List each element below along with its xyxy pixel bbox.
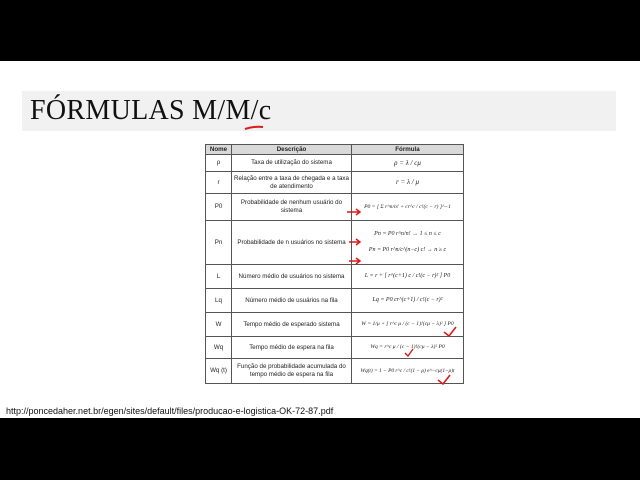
table-header-row: [206, 145, 464, 155]
formula-text: r = λ / μ: [396, 178, 419, 187]
slide-title: FÓRMULAS M/M/c: [30, 95, 272, 126]
table-row: [206, 265, 464, 289]
slide: [0, 61, 640, 418]
cell-name: P0: [206, 194, 232, 221]
formula-text: L = r + [ r^(c+1) c / c!(c − r)² ] P0: [364, 272, 451, 279]
cell-formula: [352, 221, 464, 265]
title-band: [22, 91, 616, 131]
table-row: [206, 194, 464, 221]
formula-text: ρ = λ / cμ: [394, 158, 421, 167]
cell-description: Número médio de usuários no sistema: [232, 265, 352, 289]
red-arrow-annotation: [348, 238, 362, 246]
red-check-annotation: [404, 348, 414, 358]
formula-text: Wq(t) = 1 − P0 r^c / c!(1 − ρ) e^−cμ(1−ρ)t: [360, 367, 455, 374]
cell-description: Taxa de utilização do sistema: [232, 155, 352, 172]
cell-formula: [352, 155, 464, 172]
formula-text: Lq = P0 cr^(c+1) / c!(c − r)²: [372, 296, 443, 303]
cell-name: r: [206, 172, 232, 194]
cell-description: Tempo médio de esperado sistema: [232, 313, 352, 337]
table-row: [206, 172, 464, 194]
formula-text: W = 1/μ + [ r^c μ / (c − 1)!(cμ − λ)² ] P0: [361, 321, 454, 327]
source-url: http://poncedaher.net.br/egen/sites/default/files/producao-e-logistica-OK-72-87.pdf: [6, 406, 334, 416]
cell-name: Wq: [206, 337, 232, 359]
cell-description: Relação entre a taxa de chegada e a taxa de atendimento: [232, 172, 352, 194]
cell-name: Pn: [206, 221, 232, 265]
red-arrow-annotation: [348, 257, 362, 265]
header-name: Nome: [206, 145, 232, 155]
table-row: [206, 359, 464, 384]
table-row: [206, 221, 464, 265]
cell-name: L: [206, 265, 232, 289]
red-check-annotation: [443, 326, 457, 338]
header-formula: Fórmula: [352, 145, 464, 155]
formula-table: [205, 144, 464, 384]
cell-formula: [352, 194, 464, 221]
cell-description: Probabilidade de n usuários no sistema: [232, 221, 352, 265]
formula-text: Pn = P0 r^n/n! → 1 ≤ n ≤ c: [374, 231, 441, 237]
cell-description: Probabilidade de nenhum usuário do sistema: [232, 194, 352, 221]
table-row: [206, 313, 464, 337]
cell-description: Função de probabilidade acumulada do tempo médio de espera na fila: [232, 359, 352, 384]
formula-text: Wq = r^c μ / (c − 1)!(cμ − λ)² P0: [370, 344, 445, 350]
red-underline-annotation: [244, 123, 264, 131]
cell-name: Lq: [206, 289, 232, 313]
cell-description: Número médio de usuários na fila: [232, 289, 352, 313]
cell-formula: [352, 265, 464, 289]
red-arrow-annotation: [346, 208, 362, 216]
formula-text: Pn = P0 r^n/c^(n−c) c! → n ≥ c: [368, 246, 447, 253]
cell-description: Tempo médio de espera na fila: [232, 337, 352, 359]
cell-formula: [352, 172, 464, 194]
formula-text: P0 = [ Σ r^n/n! + cr^c / c!(c − r) ]^−1: [364, 203, 451, 210]
cell-name: ρ: [206, 155, 232, 172]
cell-formula: [352, 289, 464, 313]
table-row: [206, 155, 464, 172]
cell-name: W: [206, 313, 232, 337]
header-description: Descrição: [232, 145, 352, 155]
table-row: [206, 289, 464, 313]
table-row: [206, 337, 464, 359]
red-check-annotation: [437, 374, 451, 386]
cell-name: Wq (t): [206, 359, 232, 384]
